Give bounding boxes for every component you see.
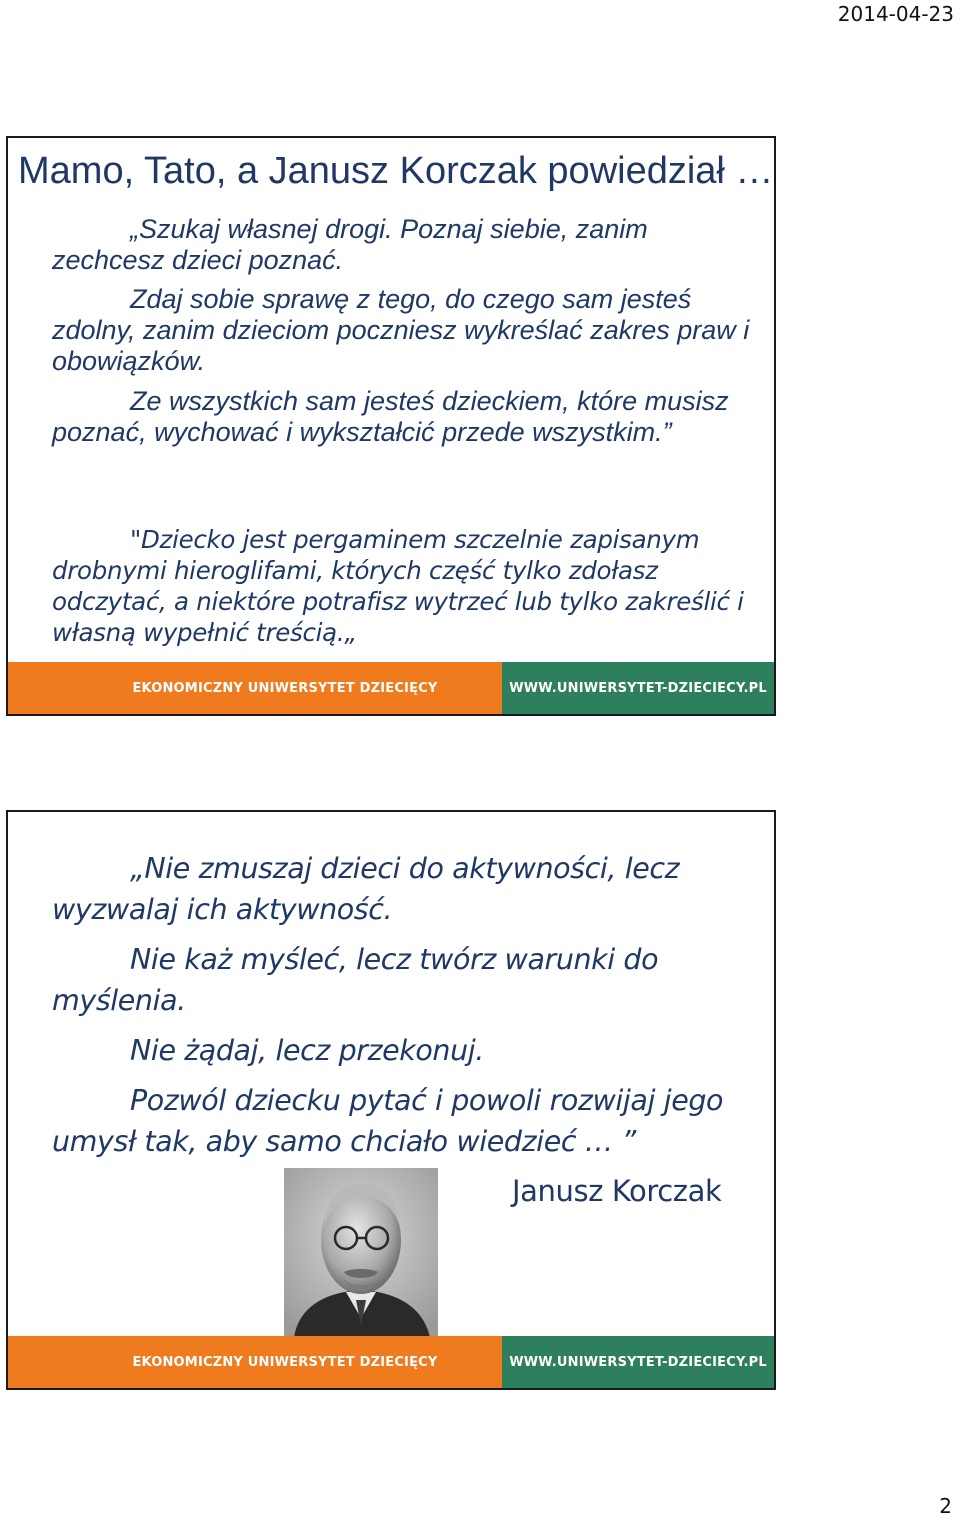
footer-website: [502, 662, 774, 714]
slide-footer: [8, 662, 774, 714]
footer-brand-text: EKONOMICZNY UNIWERSYTET DZIECIĘCY: [132, 1354, 438, 1370]
quote-paragraph: Ze wszystkich sam jesteś dzieckiem, które musisz poznać, wychować i wykształcić przede wszystkim.”: [52, 386, 729, 447]
quote-paragraph: Nie każ myśleć, lecz twórz warunki do myślenia.: [52, 943, 659, 1017]
slide-footer: [8, 1336, 774, 1388]
korczak-portrait-photo: [284, 1168, 438, 1338]
footer-website-text: WWW.UNIWERSYTET-DZIECIECY.PL: [509, 1354, 767, 1370]
page-number: 2: [939, 1494, 952, 1518]
slide-korczak-quotes: [6, 136, 776, 716]
slide-korczak-advice: [6, 810, 776, 1390]
document-date: 2014-04-23: [837, 2, 954, 26]
footer-website: [502, 1336, 774, 1388]
slide-title: Mamo, Tato, a Janusz Korczak powiedział …: [18, 150, 774, 192]
quote-paragraph: Pozwól dziecku pytać i powoli rozwijaj jego umysł tak, aby samo chciało wiedzieć … ”: [52, 1084, 724, 1158]
footer-brand: [8, 662, 502, 714]
footer-brand: [8, 1336, 502, 1388]
quote-paragraph: „Nie zmuszaj dzieci do aktywności, lecz wyzwalaj ich aktywność.: [52, 852, 680, 926]
footer-brand-text: EKONOMICZNY UNIWERSYTET DZIECIĘCY: [132, 680, 438, 696]
author-name: Janusz Korczak: [512, 1174, 722, 1208]
quote-paragraph: Nie żądaj, lecz przekonuj.: [130, 1034, 484, 1067]
quote-paragraph: „Szukaj własnej drogi. Poznaj siebie, zanim zechcesz dzieci poznać.: [52, 214, 648, 275]
quote-paragraph: Zdaj sobie sprawę z tego, do czego sam jesteś zdolny, zanim dzieciom poczniesz wykreślać zakres praw i obowiązków.: [52, 284, 750, 376]
quote-paragraph: "Dziecko jest pergaminem szczelnie zapisanym drobnymi hieroglifami, których część tylko zdołasz odczytać, a niektóre potrafisz wytrzeć lub tylko zakreślić i własną wypełnić treścią.„: [52, 525, 744, 647]
footer-website-text: WWW.UNIWERSYTET-DZIECIECY.PL: [509, 680, 767, 696]
